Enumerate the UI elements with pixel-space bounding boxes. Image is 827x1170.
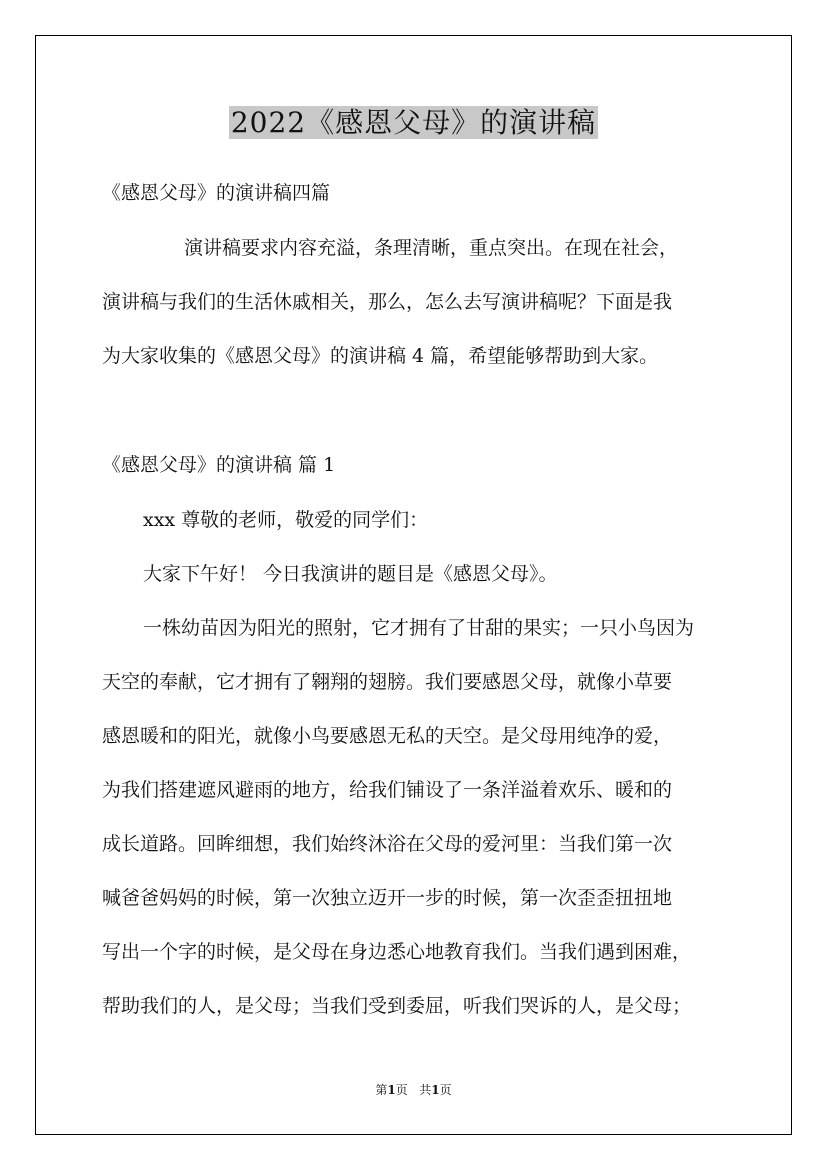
body-line: 为我们搭建遮风避雨的地方，给我们铺设了一条洋溢着欢乐、暖和的 bbox=[102, 779, 673, 801]
document-title: 2022《感恩父母》的演讲稿 bbox=[230, 106, 597, 139]
intro-line: 演讲稿与我们的生活休戚相关，那么，怎么去写演讲稿呢？下面是我 bbox=[102, 291, 673, 313]
page-number: 1 bbox=[387, 1083, 396, 1097]
body-line: 天空的奉献，它才拥有了翱翔的翅膀。我们要感恩父母，就像小草要 bbox=[102, 671, 673, 693]
subtitle: 《感恩父母》的演讲稿四篇 bbox=[102, 182, 331, 204]
total-number: 1 bbox=[431, 1083, 440, 1097]
document-title-wrap bbox=[0, 104, 827, 142]
intro-line: 演讲稿要求内容充溢，条理清晰，重点突出。在现在社会， bbox=[184, 237, 679, 259]
body-line: 感恩暖和的阳光，就像小鸟要感恩无私的天空。是父母用纯净的爱， bbox=[102, 725, 673, 747]
page-prefix: 第 bbox=[375, 1083, 388, 1097]
salutation: xxx 尊敬的老师，敬爱的同学们： bbox=[143, 509, 429, 531]
body-line: 喊爸爸妈妈的时候，第一次独立迈开一步的时候，第一次歪歪扭扭地 bbox=[102, 887, 673, 909]
body-line: 写出一个字的时候，是父母在身边悉心地教育我们。当我们遇到困难， bbox=[102, 941, 692, 963]
page-suffix: 页 bbox=[395, 1083, 408, 1097]
total-suffix: 页 bbox=[439, 1083, 452, 1097]
body-line: 成长道路。回眸细想，我们始终沐浴在父母的爱河里：当我们第一次 bbox=[102, 833, 673, 855]
intro-line: 为大家收集的《感恩父母》的演讲稿 4 篇，希望能够帮助到大家。 bbox=[102, 345, 659, 367]
greeting: 大家下午好！ 今日我演讲的题目是《感恩父母》。 bbox=[143, 563, 558, 585]
total-prefix: 共 bbox=[419, 1083, 432, 1097]
page-footer bbox=[0, 1082, 827, 1098]
body-line: 帮助我们的人，是父母；当我们受到委屈，听我们哭诉的人，是父母； bbox=[102, 995, 692, 1017]
section-heading: 《感恩父母》的演讲稿 篇 1 bbox=[102, 454, 336, 476]
body-line: 一株幼苗因为阳光的照射，它才拥有了甘甜的果实；一只小鸟因为 bbox=[143, 617, 695, 639]
